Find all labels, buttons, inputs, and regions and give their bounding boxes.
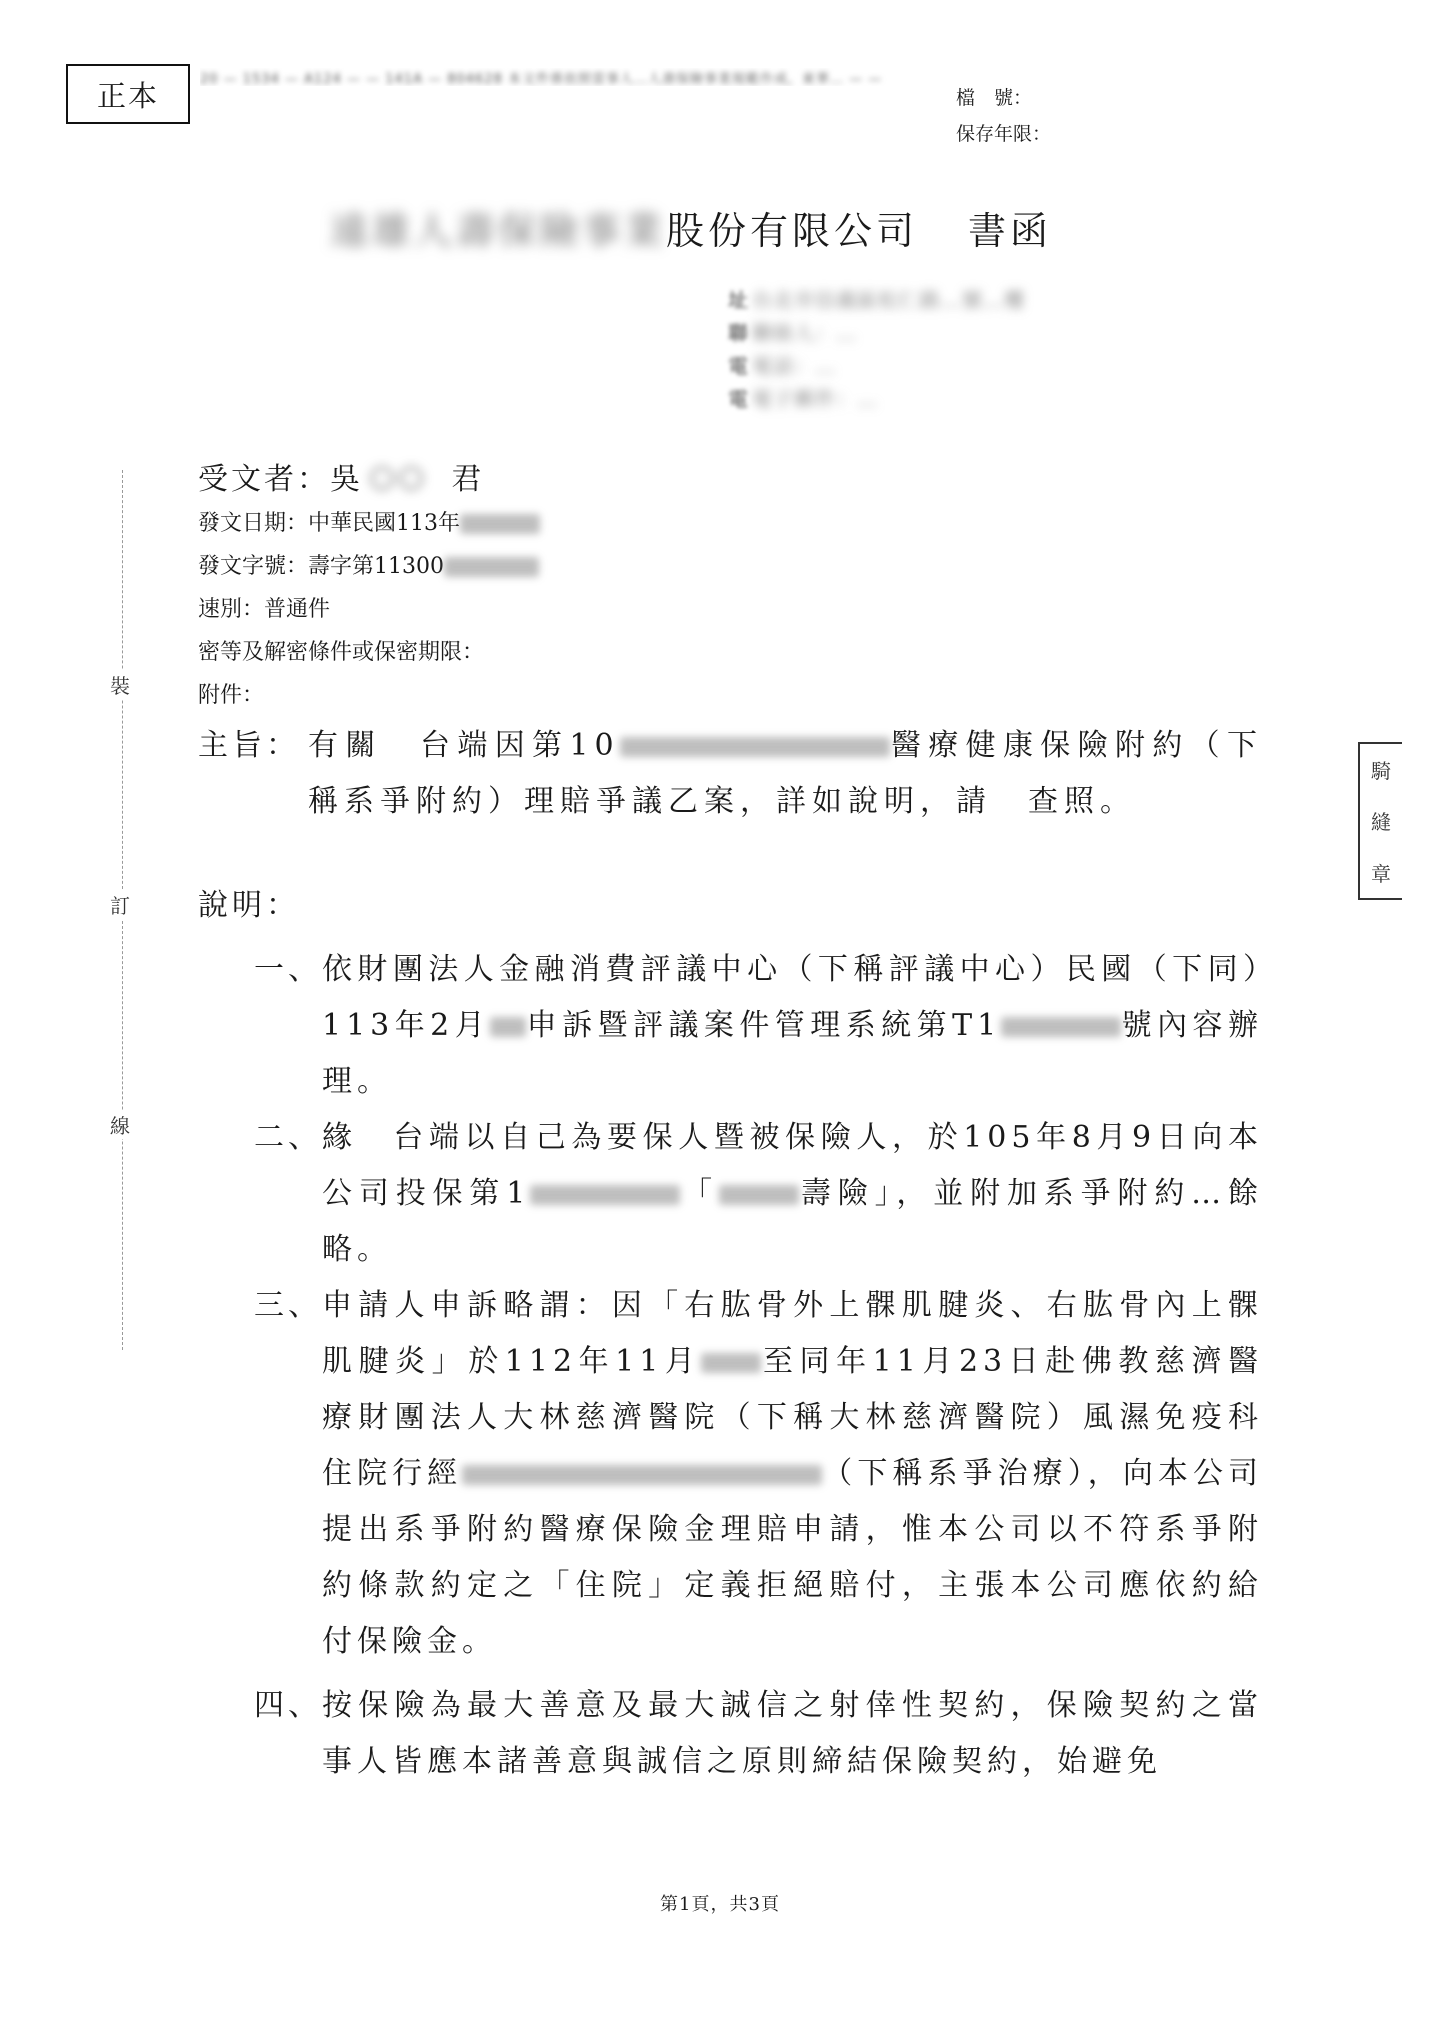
document-type: 書函: [968, 209, 1053, 253]
contact-line-value: 台北市信義區松仁路…號…樓: [752, 288, 1025, 312]
contact-line-label: 址: [728, 288, 748, 312]
recipient-line: [198, 454, 484, 498]
issue-date-value: 中華民國113年: [308, 511, 461, 536]
explanation-item: [198, 1278, 1263, 1670]
binding-mark: 訂: [110, 890, 130, 919]
item-number: 一、: [254, 952, 322, 987]
contact-line-label: 電: [728, 387, 748, 411]
contact-line: [728, 350, 1025, 383]
explanation-item: [198, 1678, 1263, 1790]
contact-line: [728, 317, 1025, 350]
redaction-block: [1001, 1017, 1121, 1037]
item-text-part: 申訴暨評議案件管理系統第T1: [526, 1008, 1002, 1043]
issue-date-row: [198, 502, 540, 545]
item-text-part: （下稱系爭治療），向本公司提出系爭附約醫療保險金理賠申請，惟本公司以不符系爭附約條款約定之「住院」定義拒絕賠付，主張本公司應依約給付保險金。: [322, 1456, 1264, 1659]
contact-line-value: 聯絡人：…: [752, 321, 857, 345]
contact-line: [728, 383, 1025, 416]
original-copy-stamp: 正本: [66, 64, 190, 124]
explanation-item: [198, 942, 1263, 1110]
contact-block: [728, 284, 1025, 416]
header-strip-text: 20 — 1534 — A124 — — 141A — 804628 本文件係依照當事人…人壽保險事業規範作成，東華… — —: [200, 72, 883, 86]
item-text: [322, 942, 1263, 1110]
page-indicator: 第1頁，共3頁: [660, 1894, 780, 1915]
company-name-redacted: 遠雄人壽保險事業: [330, 209, 667, 253]
recipient-name-redacted: ○○: [369, 458, 428, 494]
recipient-surname: 吳: [330, 462, 363, 497]
item-number: 三、: [254, 1288, 322, 1323]
subject-text: [308, 718, 1263, 830]
explanation-item: [198, 1110, 1263, 1278]
redaction-block: [460, 514, 540, 534]
speed-value: 普通件: [264, 597, 331, 622]
item-text-part: 號內容辦理。: [322, 1008, 1263, 1099]
binding-mark: 裝: [110, 670, 130, 699]
binding-line: [110, 470, 130, 1370]
contact-line-value: 電子郵件：…: [752, 387, 878, 411]
seal-char: 縫: [1371, 810, 1391, 835]
item-text: [322, 1278, 1263, 1670]
contact-line-value: 電話：…: [752, 354, 836, 378]
secrecy-label: 密等及解密條件或保密期限：: [198, 640, 485, 665]
file-number-row: [956, 80, 1051, 116]
file-meta: [956, 80, 1051, 152]
redaction-block: [462, 1465, 822, 1485]
contact-line-label: 電: [728, 354, 748, 378]
item-text-part: 申請人申訴略謂：因「右肱骨外上髁肌腱炎、右肱骨內上髁肌腱炎」於112年11月: [322, 1288, 1263, 1379]
attachment-row: [198, 674, 540, 717]
secrecy-row: [198, 631, 540, 674]
subject: [198, 718, 1263, 830]
company-suffix: 股份有限公司: [666, 209, 919, 253]
item-text-part: 緣 台端以自己為要保人暨被保險人，於105年8月9日向本公司投保第1: [322, 1120, 1263, 1211]
item-number: 二、: [254, 1120, 322, 1155]
redaction-block: [701, 1353, 761, 1373]
retention-label: 保存年限：: [956, 123, 1052, 145]
item-text-part: 壽險」，並附加系爭附約…餘略。: [322, 1176, 1264, 1267]
subject-label: 主旨：: [198, 728, 300, 763]
redaction-block: [719, 1185, 799, 1205]
header-strip: [200, 68, 1080, 86]
subject-text-pre: 有關 台端因第10: [308, 728, 620, 763]
item-text: 按保險為最大善意及最大誠信之射倖性契約，保險契約之當事人皆應本諸善意與誠信之原則締結保險契約，始避免: [322, 1688, 1263, 1779]
redaction-block: [490, 1017, 526, 1037]
seal-char: 騎: [1371, 759, 1391, 784]
binding-mark: 線: [110, 1110, 130, 1139]
redaction-block: [620, 737, 890, 757]
redaction-block: [530, 1185, 680, 1205]
redaction-block: [444, 557, 539, 577]
retention-row: [956, 116, 1051, 152]
reference-label: 發文字號：: [198, 554, 309, 579]
issue-date-label: 發文日期：: [198, 511, 309, 536]
item-text: [322, 1110, 1263, 1278]
reference-value: 壽字第11300: [308, 554, 445, 579]
speed-row: [198, 588, 540, 631]
seam-seal-stamp: [1358, 742, 1402, 900]
document-title: [330, 200, 1052, 255]
item-text-part: 至同年11月23日赴佛教慈濟醫療財團法人大林慈濟醫院（下稱大林慈濟醫院）風濕免疫科住院行經: [322, 1344, 1263, 1491]
item-text-part: 「: [680, 1176, 720, 1211]
explanation-label: 說明：: [198, 888, 300, 923]
document-meta: [198, 502, 540, 717]
seal-char: 章: [1371, 861, 1391, 886]
item-number: 四、: [254, 1688, 322, 1723]
recipient-label: 受文者：: [198, 462, 330, 497]
file-number-label: 檔 號：: [956, 87, 1033, 109]
subject-text-post: 醫療健康保險附約（下稱系爭附約）理賠爭議乙案，詳如說明，請 查照。: [308, 728, 1263, 819]
contact-line-label: 聯: [728, 321, 748, 345]
attachment-label: 附件：: [198, 683, 265, 708]
reference-row: [198, 545, 540, 588]
explanation-items: [198, 942, 1263, 1790]
speed-label: 速別：: [198, 597, 265, 622]
explanation-section: [198, 878, 1263, 1790]
subject-section: [198, 718, 1263, 830]
contact-line: [728, 284, 1025, 317]
recipient-suffix: 君: [451, 462, 485, 497]
item-text-part: 依財團法人金融消費評議中心（下稱評議中心）民國（下同）113年2月: [322, 952, 1263, 1043]
